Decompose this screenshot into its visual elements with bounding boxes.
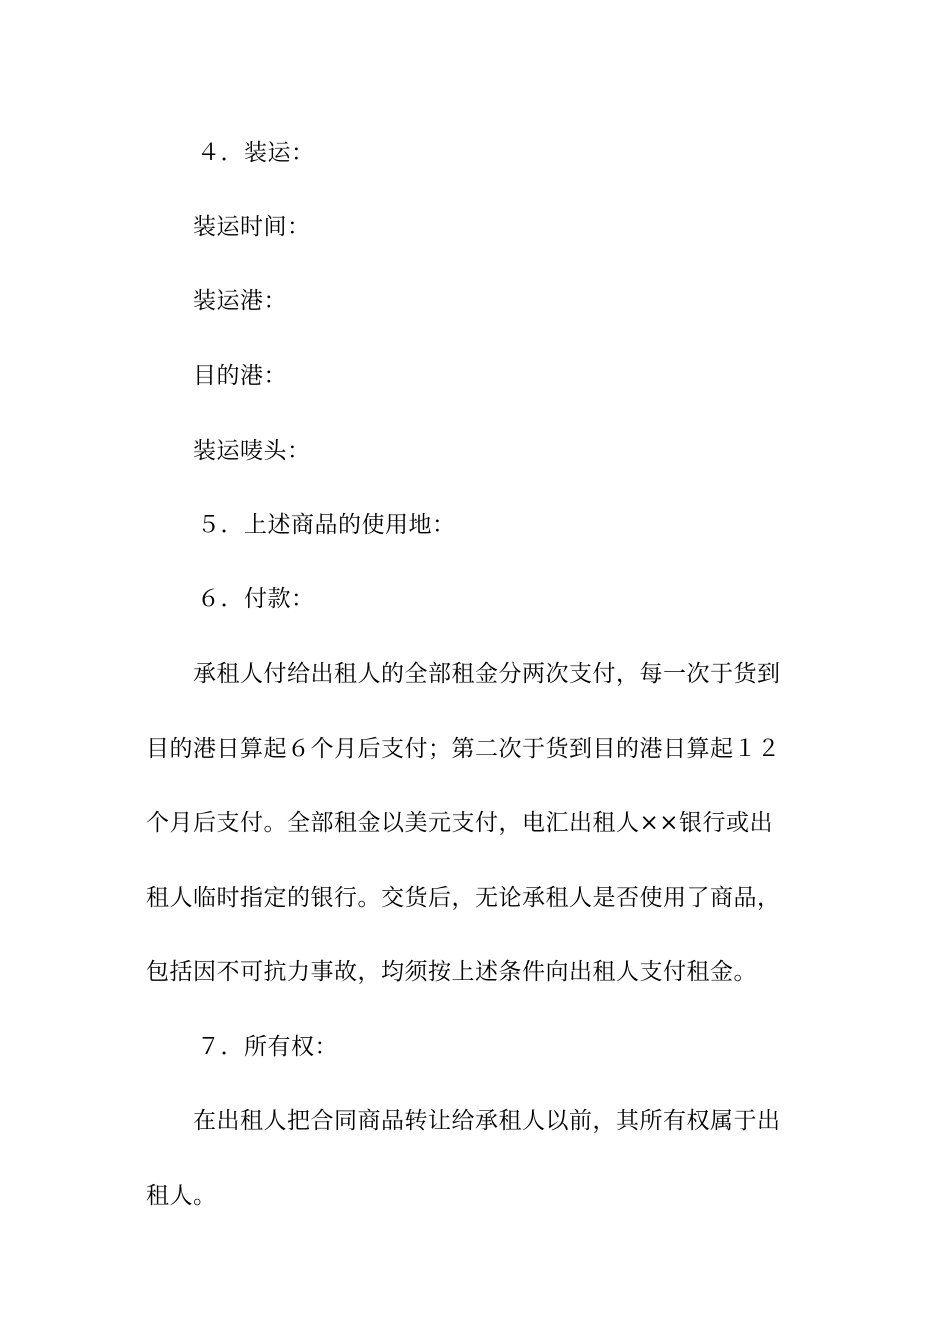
shipping-marks-label: 装运唛头： xyxy=(193,438,311,464)
payment-paragraph-line-3: 个月后支付。全部租金以美元支付，电汇出租人××银行或出 xyxy=(146,810,774,836)
section-5-heading: ５．上述商品的使用地： xyxy=(197,512,456,538)
port-of-destination-label: 目的港： xyxy=(193,363,287,389)
payment-paragraph-line-2: 目的港日算起６个月后支付；第二次于货到目的港日算起１２ xyxy=(146,736,781,762)
payment-paragraph-line-1: 承租人付给出租人的全部租金分两次支付，每一次于货到 xyxy=(193,661,781,687)
port-of-loading-label: 装运港： xyxy=(193,288,287,314)
section-4-heading: ４．装运： xyxy=(197,140,315,166)
section-6-heading: ６．付款： xyxy=(197,586,315,612)
ownership-paragraph-line-2: 租人。 xyxy=(146,1183,217,1209)
payment-paragraph-line-5: 包括因不可抗力事故，均须按上述条件向出租人支付租金。 xyxy=(146,959,757,985)
ownership-paragraph-line-1: 在出租人把合同商品转让给承租人以前，其所有权属于出 xyxy=(193,1108,781,1134)
shipment-time-label: 装运时间： xyxy=(193,214,311,240)
payment-paragraph-line-4: 租人临时指定的银行。交货后，无论承租人是否使用了商品， xyxy=(146,885,781,911)
section-7-heading: ７．所有权： xyxy=(197,1034,338,1060)
